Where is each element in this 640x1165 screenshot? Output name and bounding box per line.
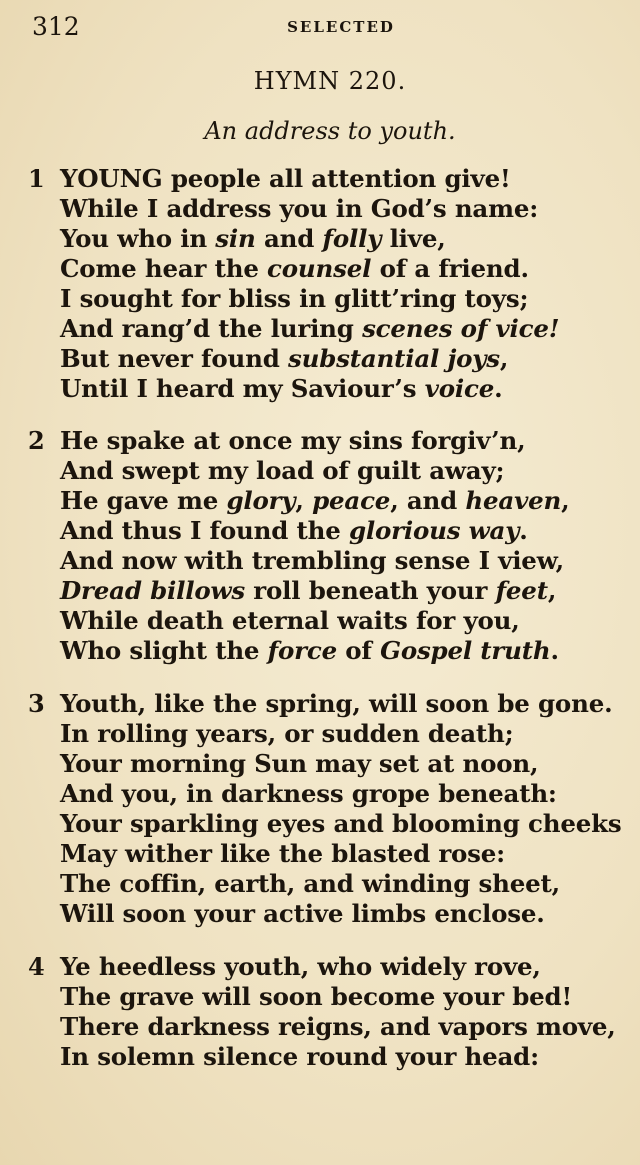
verse-number: 2	[28, 426, 45, 455]
verse-line: While death eternal waits for you,	[60, 606, 520, 635]
verse-line: There darkness reigns, and vapors move,	[60, 1012, 616, 1041]
verse-line: YOUNG people all attention give!	[60, 164, 511, 193]
verse-line: And rang’d the luring scenes of vice!	[60, 314, 560, 343]
verse-line: In rolling years, or sudden death;	[60, 719, 514, 748]
verse-line: I sought for bliss in glitt’ring toys;	[60, 284, 529, 313]
verse-line: Who slight the force of Gospel truth.	[60, 636, 559, 665]
verse-line: And thus I found the glorious way.	[60, 516, 528, 545]
verse-line: Will soon your active limbs enclose.	[60, 899, 545, 928]
verse-line: He gave me glory, peace, and heaven,	[60, 486, 570, 515]
page-number: 312	[32, 12, 80, 41]
verse-line: May wither like the blasted rose:	[60, 839, 506, 868]
verse-line: While I address you in God’s name:	[60, 194, 539, 223]
verse-line: Youth, like the spring, will soon be gone.	[60, 689, 613, 718]
verse-number: 4	[28, 952, 45, 981]
verse-line: In solemn silence round your head:	[60, 1042, 539, 1071]
verse-number: 1	[28, 164, 45, 193]
hymn-subtitle: An address to youth.	[204, 117, 456, 145]
verse-line: He spake at once my sins forgiv’n,	[60, 426, 526, 455]
verse-line: Ye heedless youth, who widely rove,	[60, 952, 541, 981]
verse-line: Dread billows roll beneath your feet,	[60, 576, 557, 605]
verse-line: Your sparkling eyes and blooming cheeks	[60, 809, 622, 838]
verse-line: Come hear the counsel of a friend.	[60, 254, 529, 283]
verse-line: The grave will soon become your bed!	[60, 982, 573, 1011]
hymn-title: HYMN 220.	[253, 67, 407, 95]
verse-line: The coffin, earth, and winding sheet,	[60, 869, 560, 898]
running-title: SELECTED	[287, 18, 395, 36]
verse-line: And swept my load of guilt away;	[60, 456, 505, 485]
verse-line: And you, in darkness grope beneath:	[60, 779, 557, 808]
verse-line: But never found substantial joys,	[60, 344, 509, 373]
verse-number: 3	[28, 689, 45, 718]
verse-line: Until I heard my Saviour’s voice.	[60, 374, 503, 403]
verse-line: Your morning Sun may set at noon,	[60, 749, 539, 778]
running-head	[32, 12, 620, 42]
verse-line: You who in sin and folly live,	[60, 224, 446, 253]
verse-line: And now with trembling sense I view,	[60, 546, 564, 575]
